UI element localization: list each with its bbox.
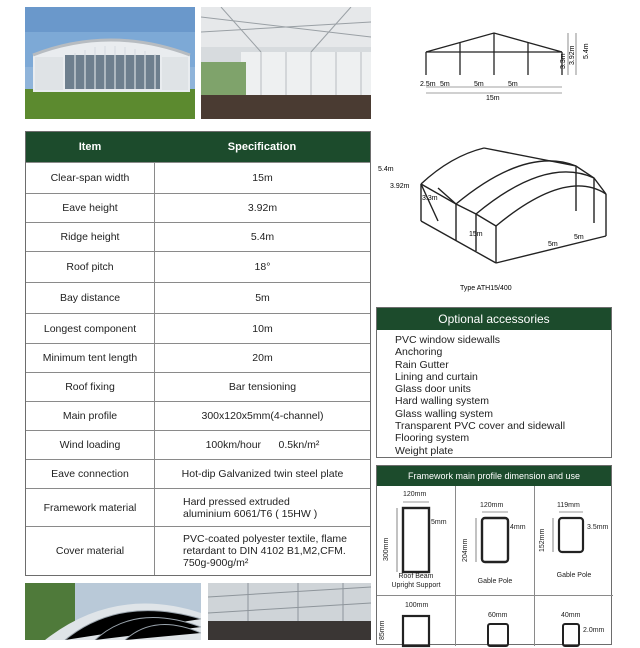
- iso-label-side: 3.3m: [422, 195, 438, 202]
- framework-profile-panel: [376, 465, 612, 645]
- profile-width: 120mm: [403, 491, 427, 498]
- front-ridge-height: 5.4m: [583, 43, 590, 59]
- row-spec: 15m: [252, 172, 273, 184]
- row-spec: Bar tensioning: [228, 381, 297, 393]
- profile-cell: [377, 486, 456, 596]
- tent-exterior-photo: [25, 7, 195, 119]
- profile-height: 85mm: [379, 620, 386, 640]
- profile-caption: Gable Pole: [477, 578, 513, 585]
- table-row: [26, 251, 370, 282]
- spec-line: PVC-coated polyester textile, flame: [183, 533, 347, 545]
- profile-height: 152mm: [539, 528, 546, 552]
- framework-profile-title: Framework main profile dimension and use: [377, 466, 611, 486]
- list-item: Weight plate: [395, 444, 454, 457]
- row-item: Bay distance: [26, 283, 155, 313]
- profile-section-icon: [478, 618, 518, 648]
- row-item: Main profile: [26, 402, 155, 430]
- spec-line: Hard pressed extruded: [183, 495, 290, 508]
- row-item: Wind loading: [26, 431, 155, 459]
- profile-caption: [377, 572, 455, 590]
- front-elevation-drawing: [376, 7, 612, 119]
- profile-cell: [535, 596, 613, 646]
- profile-cell: [535, 486, 613, 596]
- list-item: Hard walling system: [395, 395, 489, 408]
- row-item: Ridge height: [26, 223, 155, 251]
- table-row: [26, 526, 370, 575]
- profile-section-icon: [547, 510, 607, 560]
- row-spec: 3.92m: [247, 202, 278, 214]
- table-row: [26, 193, 370, 222]
- iso-label-eave: 3.92m: [390, 183, 410, 190]
- specification-table: [25, 131, 371, 576]
- row-spec: [155, 527, 370, 575]
- profile-section-icon: [391, 500, 451, 575]
- row-spec: 18°: [254, 261, 271, 273]
- list-item: Lining and curtain: [395, 370, 478, 383]
- spec-line: aluminium 6061/T6 ( 15HW ): [183, 507, 318, 520]
- front-total-width: 15m: [486, 95, 500, 102]
- tent-interior-photo: [201, 7, 371, 119]
- profile-section-icon: [391, 608, 451, 648]
- row-spec: 5m: [255, 292, 270, 304]
- row-item: Cover material: [26, 527, 155, 575]
- table-row: [26, 222, 370, 251]
- row-spec: 10m: [252, 322, 273, 335]
- table-row: [26, 162, 370, 193]
- front-dim-3: 5m: [474, 81, 484, 88]
- optional-accessories-title: Optional accessories: [377, 308, 611, 330]
- iso-label-width: 15m: [469, 231, 483, 238]
- row-spec: 100km/hour 0.5kn/m²: [205, 439, 320, 451]
- front-dim-2: 5m: [440, 81, 450, 88]
- row-spec: 300x120x5mm(4-channel): [201, 410, 324, 422]
- spec-line: retardant to DIN 4102 B1,M2,CFM.: [183, 545, 346, 557]
- tent-roof-photo: [25, 583, 201, 640]
- row-spec: 5.4m: [250, 231, 275, 243]
- profile-section-icon: [470, 510, 530, 570]
- table-row: [26, 343, 370, 372]
- front-eave-height: 3.3m: [560, 53, 567, 69]
- row-spec: [155, 489, 370, 526]
- iso-label-bay-1: 5m: [548, 241, 558, 248]
- table-row: [26, 372, 370, 401]
- profile-cell: [456, 486, 535, 596]
- iso-label-bay-2: 5m: [574, 234, 584, 241]
- table-row: [26, 401, 370, 430]
- front-dim-1: 2.5m: [420, 81, 436, 88]
- row-item: Eave height: [26, 194, 155, 222]
- profile-caption-line: Upright Support: [391, 582, 441, 589]
- iso-label-ridge: 5.4m: [378, 166, 394, 173]
- row-item: Minimum tent length: [26, 344, 155, 372]
- profile-caption: Gable Pole: [556, 572, 592, 579]
- accessories-list: [377, 330, 611, 457]
- tent-hall-photo: [208, 583, 371, 640]
- header-item: Item: [78, 141, 102, 153]
- profile-thickness: 5mm: [431, 519, 447, 526]
- profile-width: 40mm: [561, 612, 581, 619]
- list-item: Glass walling system: [395, 407, 494, 420]
- optional-accessories-panel: [376, 307, 612, 458]
- profile-width: 119mm: [557, 502, 580, 509]
- list-item: Flooring system: [395, 432, 470, 445]
- table-row: [26, 488, 370, 526]
- list-item: PVC window sidewalls: [395, 334, 501, 346]
- spec-table-header: [26, 132, 370, 162]
- profile-width: 100mm: [405, 602, 429, 609]
- row-item: Longest component: [26, 314, 155, 343]
- row-spec: 20m: [252, 352, 273, 364]
- row-item: Roof pitch: [26, 252, 155, 282]
- header-specification: Specification: [227, 141, 297, 153]
- list-item: Glass door units: [395, 383, 471, 396]
- row-item: Roof fixing: [26, 373, 155, 401]
- profile-cell: [377, 596, 456, 646]
- profile-thickness: 3.5mm: [587, 524, 609, 531]
- table-row: [26, 430, 370, 459]
- row-item: Framework material: [26, 489, 155, 526]
- list-item: Rain Gutter: [395, 358, 449, 371]
- row-item: Clear-span width: [26, 163, 155, 193]
- profile-thickness: 4mm: [510, 524, 526, 531]
- profile-width: 60mm: [488, 612, 508, 619]
- isometric-frame-drawing: [376, 126, 612, 301]
- table-row: [26, 282, 370, 313]
- profile-height: 300mm: [383, 537, 390, 561]
- row-spec: Hot-dip Galvanized twin steel plate: [181, 468, 344, 480]
- table-row: [26, 313, 370, 343]
- profile-thickness: 2.0mm: [583, 627, 605, 634]
- front-eave-height-2: 3.92m: [569, 45, 576, 65]
- list-item: Anchoring: [395, 346, 443, 359]
- spec-line: 750g-900g/m²: [183, 557, 249, 569]
- profile-cell: [456, 596, 535, 646]
- list-item: Transparent PVC cover and sidewall: [395, 420, 566, 433]
- table-row: [26, 459, 370, 488]
- type-label: Type ATH15/400: [460, 285, 512, 292]
- profile-height: 204mm: [462, 538, 469, 562]
- profile-width: 120mm: [480, 502, 504, 509]
- profile-caption-line: Roof Beam: [398, 573, 434, 580]
- front-dim-4: 5m: [508, 81, 518, 88]
- row-item: Eave connection: [26, 460, 155, 488]
